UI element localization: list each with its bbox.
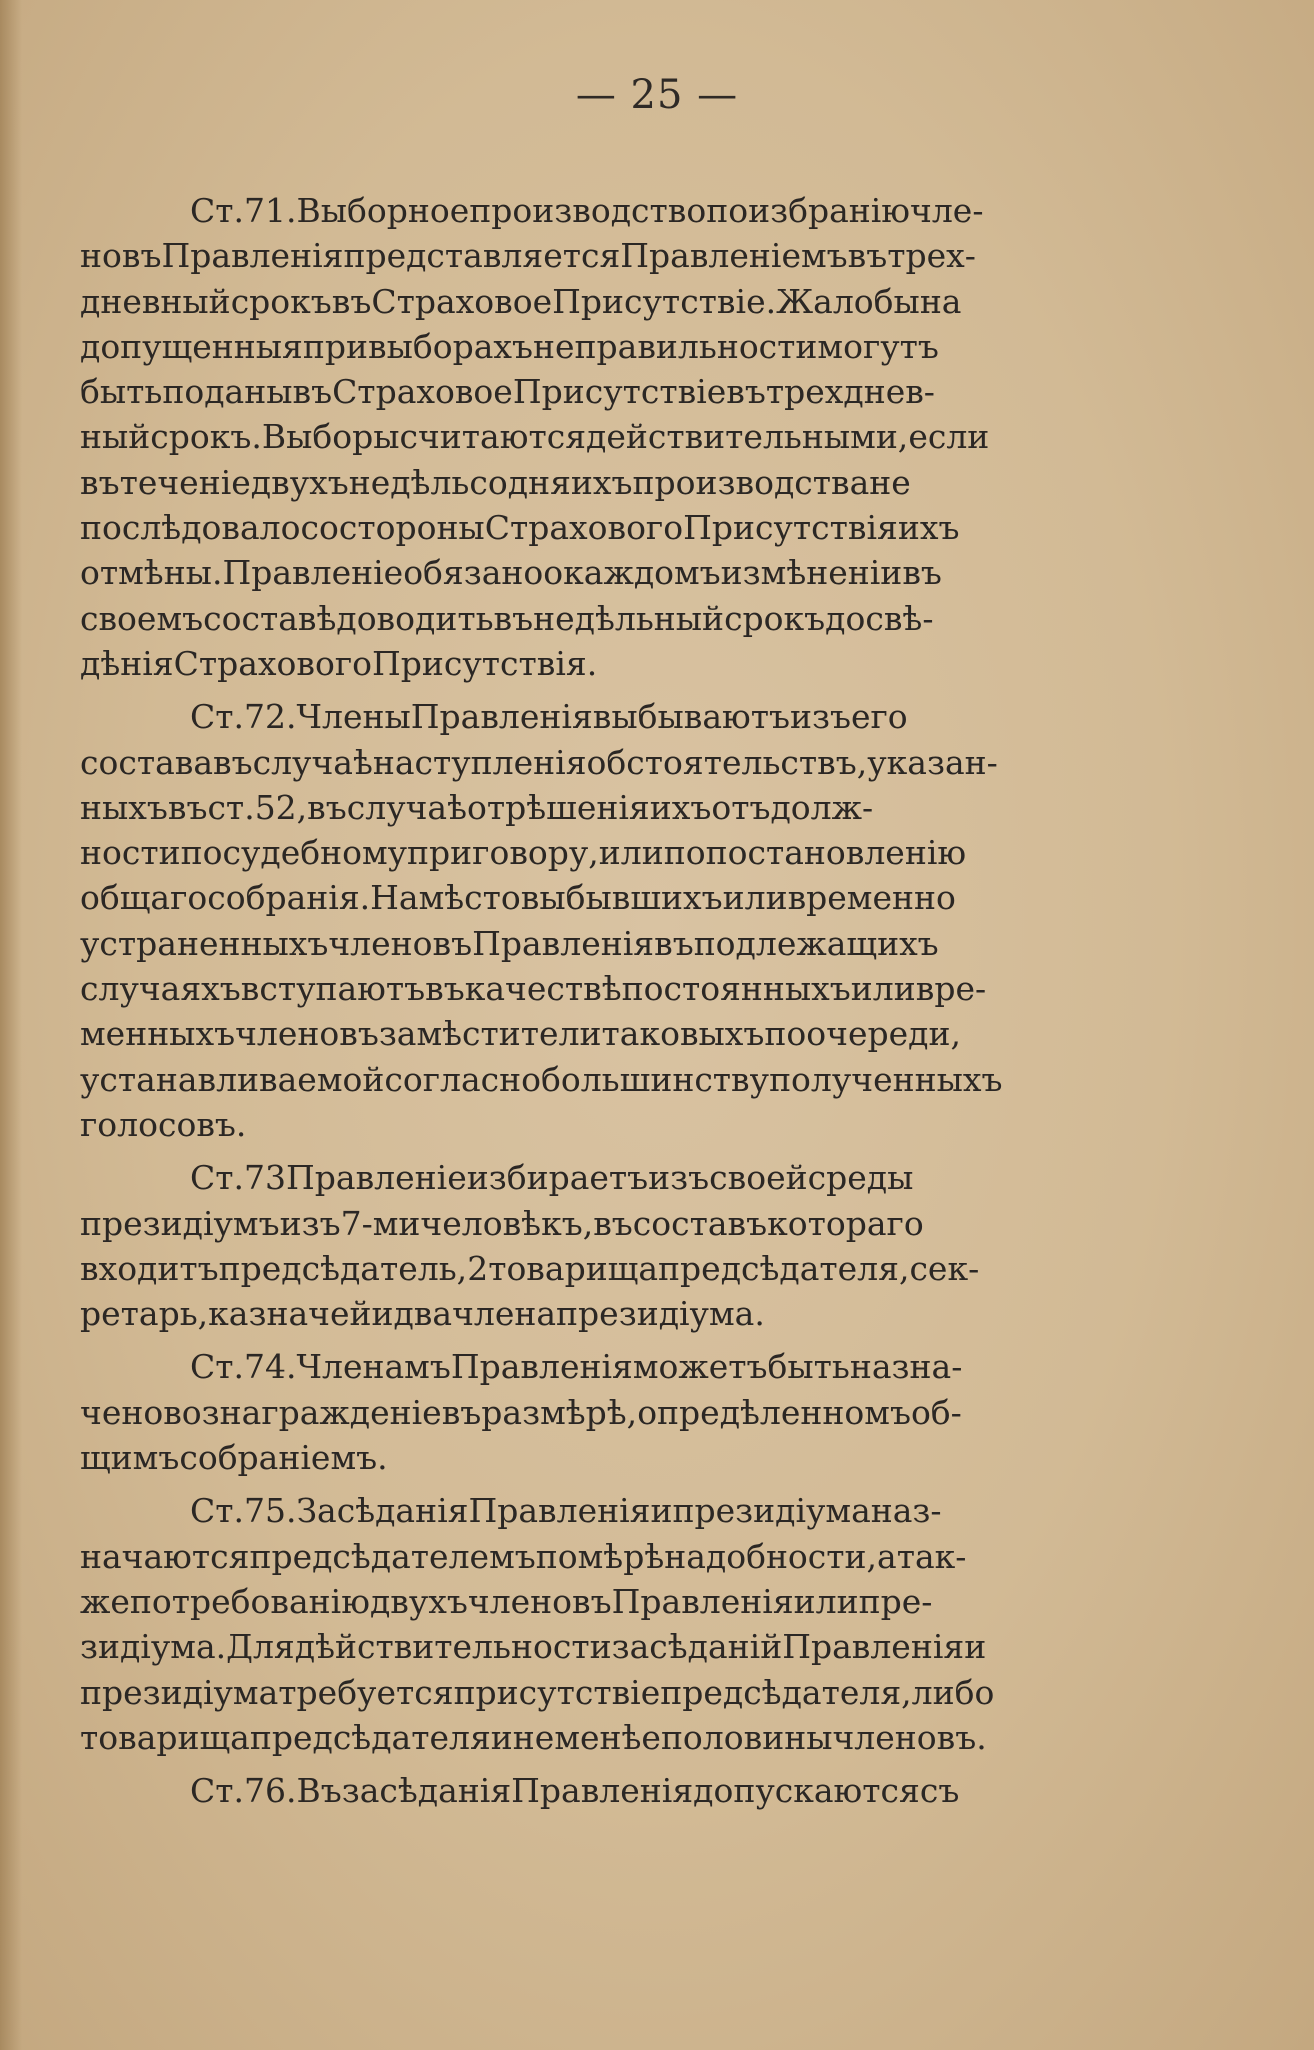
text-line: случаяхъвступаютъвъкачествѣпостоянныхъиливре- [80,969,987,1009]
text-line: устанавливаемойсогласнобольшинствуполученныхъ [80,1059,1003,1099]
text-line: голосовъ. [80,1104,247,1144]
article-73 [80,1155,1210,1336]
text-line: ченовознагражденіевъразмѣрѣ,опредѣленномъоб- [80,1392,962,1432]
article-72 [80,694,1210,1147]
article-74 [80,1344,1210,1480]
text-line: вътеченіедвухънедѣльсодняихъпроизводстване [80,462,911,502]
text-line: товарищапредсѣдателяинеменѣеполовинычленовъ. [80,1717,987,1757]
body-text [80,188,1210,1821]
text-line: входитъпредсѣдатель,2товарищапредсѣдателя,сек- [80,1248,980,1288]
text-line: начаютсяпредсѣдателемъпомѣрѣнадобности,атак- [80,1536,967,1576]
text-line: устраненныхъчленовъПравленіявъподлежащихъ [80,923,939,963]
article-76 [80,1768,1210,1813]
text-line: дневныйсрокъвъСтраховоеПрисутствіе.Жалобына [80,281,962,321]
text-line: президіумъизъ7-мичеловѣкъ,въсоставъкотораго [80,1203,924,1243]
text-line: ныхъвъст.52,въслучаѣотрѣшеніяихъотъдолж- [80,787,874,827]
page-number: — 25 — [575,72,739,118]
text-line: зидіума.ДлядѣйствительностизасѣданійПравленіяи [80,1627,987,1667]
text-line: состававъслучаѣнаступленіяобстоятельствъ,указан- [80,742,998,782]
text-line: жепотребованіюдвухъчленовъПравленіяилипре- [80,1581,933,1621]
text-line: общагособранія.Намѣстовыбывшихъиливременно [80,878,956,918]
text-line: новъПравленіяпредставляетсяПравленіемъвътрех- [80,236,976,276]
text-line: отмѣны.Правленіеобязаноокаждомъизмѣненіивъ [80,553,942,593]
article-71 [80,188,1210,686]
text-line: своемъсоставѣдоводитьвънедѣльныйсрокъдосвѣ- [80,598,934,638]
text-line: щимъсобраніемъ. [80,1438,388,1478]
text-line: Ст.74.ЧленамъПравленіяможетъбытьназна- [190,1347,963,1387]
text-line: Ст.73Правленіеизбираетъизъсвоейсреды [190,1158,914,1198]
text-line: президіуматребуетсяприсутствіепредсѣдателя,либо [80,1672,995,1712]
text-line: ныйсрокъ.Выборысчитаютсядействительными,если [80,417,990,457]
article-75 [80,1488,1210,1760]
text-line: Ст.76.ВъзасѣданіяПравленіядопускаютсясъ [190,1771,960,1811]
text-line: Ст.72.ЧленыПравленіявыбываютъизъего [190,697,908,737]
text-line: Ст.75.ЗасѣданіяПравленіяипрезидіуманаз- [190,1491,942,1531]
text-line: бытьподанывъСтраховоеПрисутствіевътрехднев- [80,372,935,412]
text-line: допущенныяпривыборахънеправильностимогутъ [80,326,939,366]
text-line: дѣніяСтраховогоПрисутствія. [80,643,598,683]
text-line: ностипосудебномуприговору,илипопостановленію [80,833,967,873]
text-line: ретарь,казначейидвачленапрезидіума. [80,1294,765,1334]
text-line: Ст.71.Выборноепроизводствопоизбраніючле- [190,191,984,230]
text-line: послѣдовалосостороныСтраховогоПрисутствіяихъ [80,508,960,548]
text-line: менныхъчленовъзамѣстителитаковыхъпоочереди, [80,1014,961,1054]
